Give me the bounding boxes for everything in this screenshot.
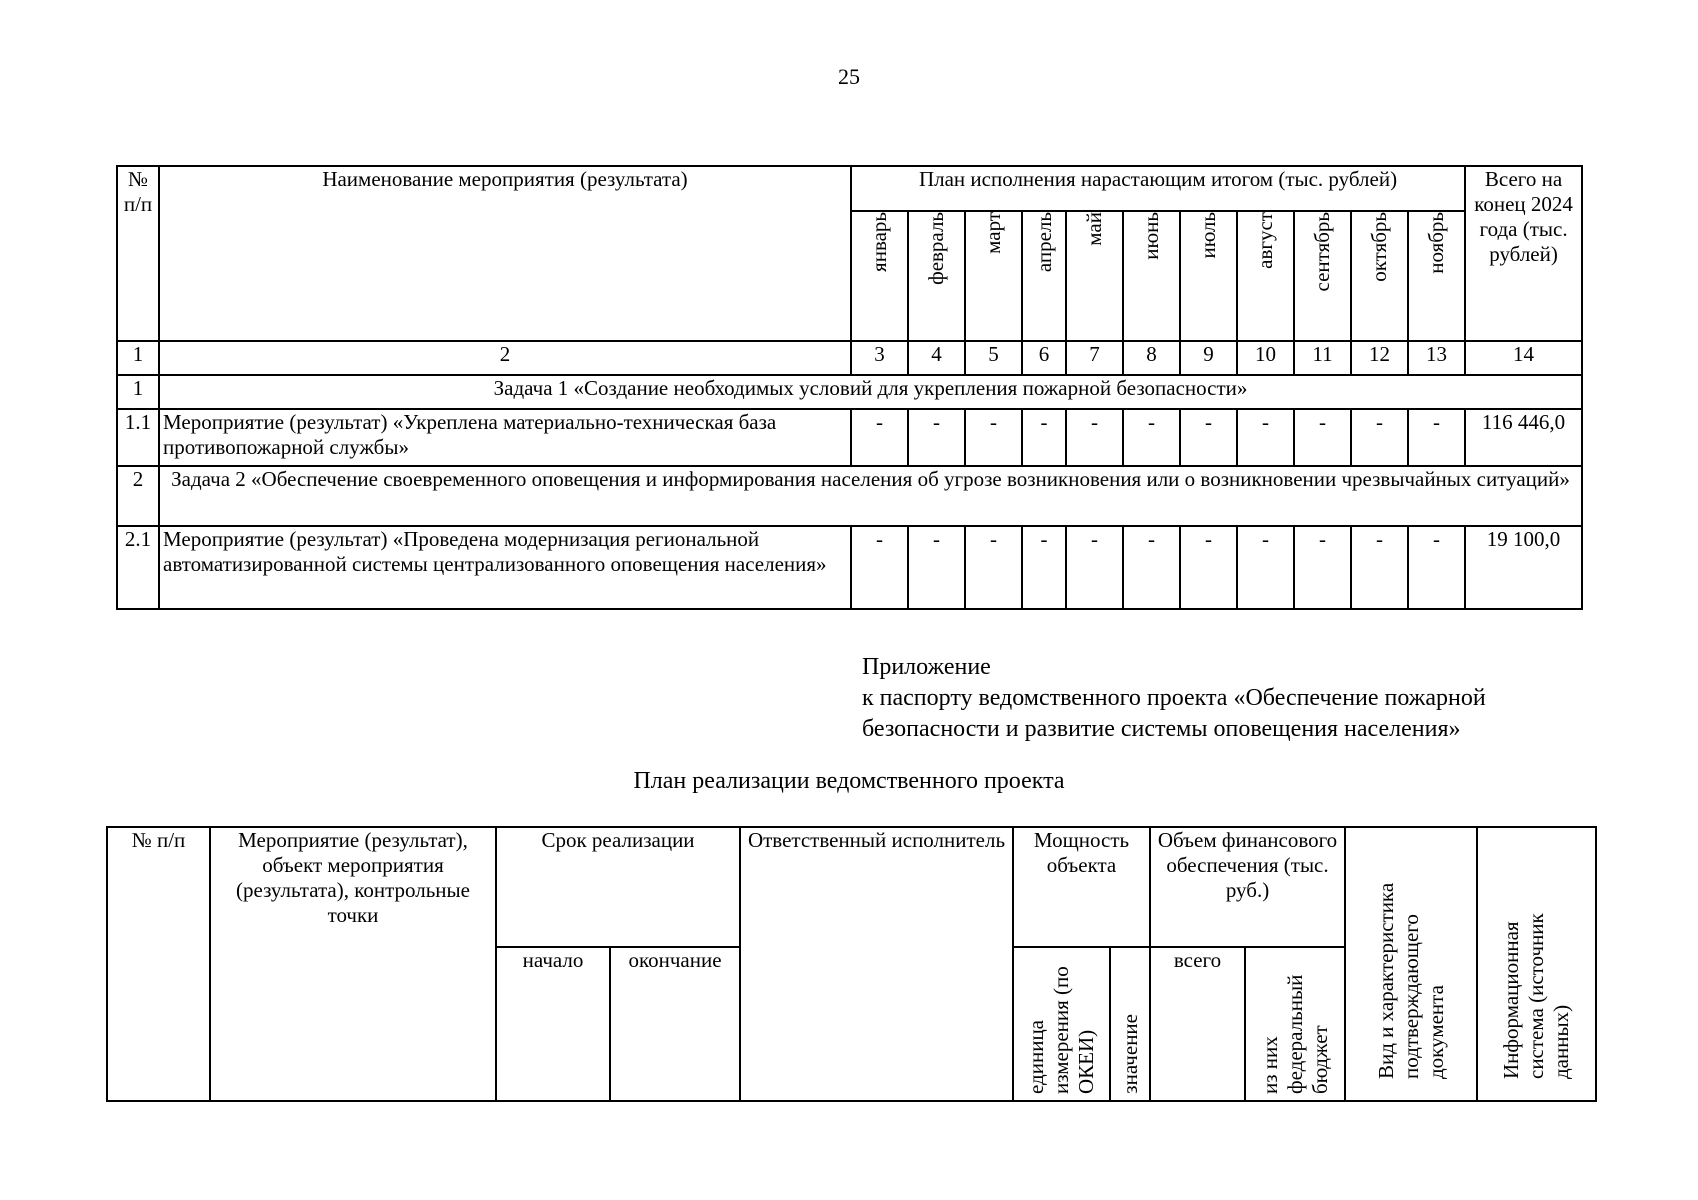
month-value: - — [965, 409, 1022, 466]
header-doc: Вид и характеристика подтверждающего документа — [1373, 882, 1448, 1079]
col-number: 12 — [1351, 341, 1408, 375]
month-value: - — [1351, 409, 1408, 466]
header-term: Срок реализации — [496, 827, 740, 947]
task-row — [117, 466, 1582, 526]
header-value: значение — [1117, 1014, 1142, 1094]
header-plan: План исполнения нарастающим итогом (тыс. рублей) — [851, 166, 1465, 211]
month-value: - — [1237, 526, 1294, 609]
month-header: май — [1082, 212, 1106, 246]
task-title: Задача 2 «Обеспечение своевременного оповещения и информирования населения об угрозе возникновения или о возникновении чрезвычайных ситуаций» — [159, 466, 1582, 526]
month-value: - — [1237, 409, 1294, 466]
item-num: 2.1 — [117, 526, 159, 609]
col-number: 1 — [117, 341, 159, 375]
month-header: январь — [867, 212, 891, 272]
month-value: - — [1294, 409, 1351, 466]
month-value: - — [1294, 526, 1351, 609]
month-header: март — [981, 212, 1005, 254]
month-value: - — [1351, 526, 1408, 609]
header-federal: из них федеральный бюджет — [1257, 974, 1332, 1094]
appendix-line: безопасности и развитие системы оповещения населения» — [862, 716, 1461, 742]
month-value: - — [908, 526, 965, 609]
month-value: - — [1022, 409, 1066, 466]
page-number: 25 — [838, 64, 860, 89]
plan-execution-table — [116, 165, 1583, 610]
task-num: 2 — [117, 466, 159, 526]
item-row — [117, 409, 1582, 466]
month-header: сентябрь — [1310, 212, 1334, 292]
header-capacity: Мощность объекта — [1013, 827, 1150, 947]
month-header: февраль — [924, 212, 948, 285]
month-value: - — [1022, 526, 1066, 609]
col-number: 7 — [1066, 341, 1123, 375]
month-value: - — [1066, 526, 1123, 609]
col-number: 4 — [908, 341, 965, 375]
implementation-plan-table — [106, 826, 1597, 1102]
item-name: Мероприятие (результат) «Укреплена материально-техническая база противопожарной службы» — [159, 409, 851, 466]
month-value: - — [1180, 409, 1237, 466]
appendix-block — [862, 652, 1486, 745]
task-row — [117, 375, 1582, 409]
month-header: апрель — [1031, 212, 1056, 273]
col-number: 6 — [1022, 341, 1066, 375]
col-number: 14 — [1465, 341, 1582, 375]
header-end: окончание — [610, 947, 740, 1101]
header-total: Всего на конец 2024 года (тыс. рублей) — [1465, 166, 1582, 341]
col-number: 11 — [1294, 341, 1351, 375]
column-number-row — [117, 341, 1582, 375]
month-value: - — [1066, 409, 1123, 466]
header-total: всего — [1150, 947, 1245, 1101]
month-header: июль — [1196, 212, 1220, 259]
month-header: август — [1253, 212, 1277, 269]
month-value: - — [965, 526, 1022, 609]
item-row — [117, 526, 1582, 609]
header-event: Мероприятие (результат), объект мероприятия (результата), контрольные точки — [210, 827, 496, 1101]
item-num: 1.1 — [117, 409, 159, 466]
month-value: - — [1408, 526, 1465, 609]
header-name: Наименование мероприятия (результата) — [159, 166, 851, 341]
month-header: октябрь — [1367, 212, 1391, 282]
item-name: Мероприятие (результат) «Проведена модернизация региональной автоматизированной системы централизованного оповещения населения» — [159, 526, 851, 609]
col-number: 5 — [965, 341, 1022, 375]
col-number: 13 — [1408, 341, 1465, 375]
header-info: Информационная система (источник данных) — [1499, 913, 1574, 1079]
month-value: - — [851, 409, 908, 466]
col-number: 3 — [851, 341, 908, 375]
col-number: 2 — [159, 341, 851, 375]
appendix-title: Приложение — [862, 654, 991, 680]
header-start: начало — [496, 947, 610, 1101]
plan-title: План реализации ведомственного проекта — [633, 768, 1065, 794]
header-num: № п/п — [117, 166, 159, 341]
item-total: 116 446,0 — [1465, 409, 1582, 466]
appendix-line: к паспорту ведомственного проекта «Обеспечение пожарной — [862, 685, 1486, 711]
month-value: - — [908, 409, 965, 466]
header-num: № п/п — [107, 827, 210, 1101]
month-header: ноябрь — [1424, 212, 1449, 274]
task-title: Задача 1 «Создание необходимых условий для укрепления пожарной безопасности» — [159, 375, 1582, 409]
col-number: 10 — [1237, 341, 1294, 375]
item-total: 19 100,0 — [1465, 526, 1582, 609]
header-finance: Объем финансового обеспечения (тыс. руб.) — [1150, 827, 1345, 947]
month-header: июнь — [1139, 212, 1163, 260]
month-value: - — [851, 526, 908, 609]
col-number: 9 — [1180, 341, 1237, 375]
month-value: - — [1408, 409, 1465, 466]
col-number: 8 — [1123, 341, 1180, 375]
month-value: - — [1180, 526, 1237, 609]
task-num: 1 — [117, 375, 159, 409]
header-unit: единица измерения (по ОКЕИ) — [1024, 966, 1098, 1094]
header-responsible: Ответственный исполнитель — [740, 827, 1013, 1101]
month-value: - — [1123, 409, 1180, 466]
month-value: - — [1123, 526, 1180, 609]
